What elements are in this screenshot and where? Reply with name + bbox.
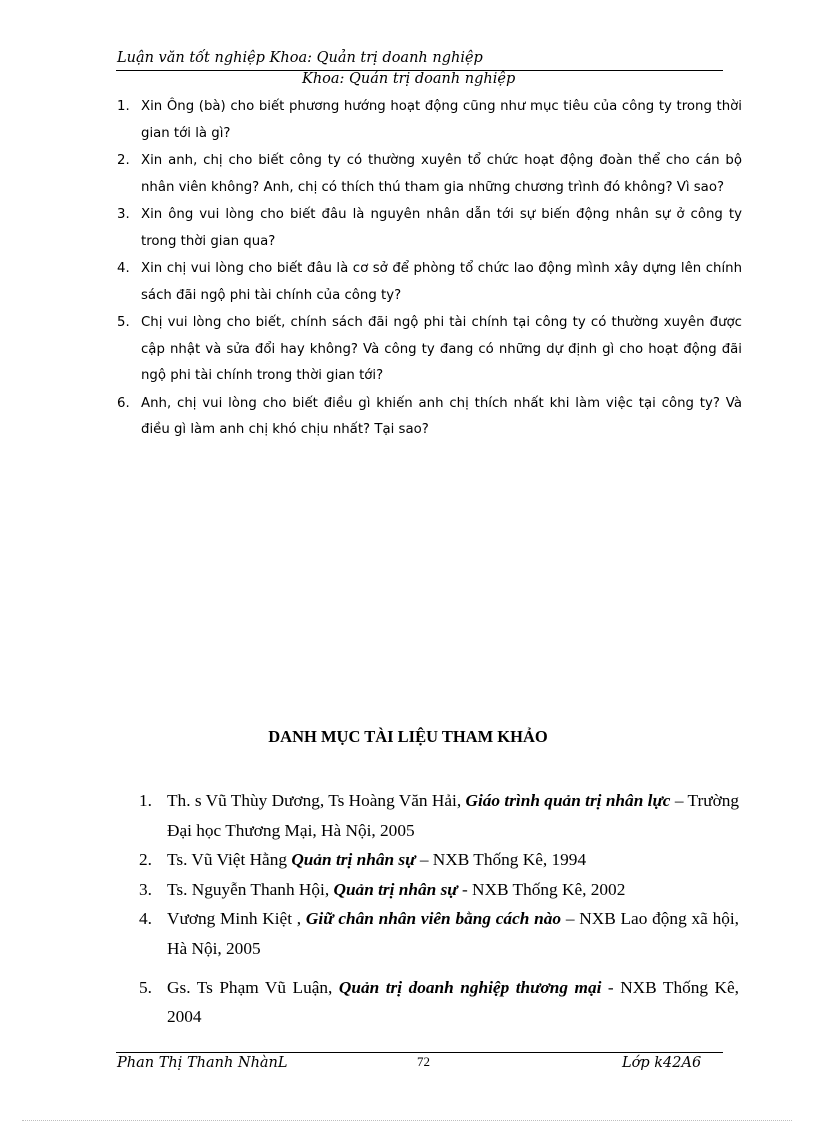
reference-publisher: – NXB Lao động xã hội, Hà Nội, 2005 xyxy=(167,909,739,958)
reference-list xyxy=(138,786,739,1032)
reference-title: Giáo trình quản trị nhân lực xyxy=(465,791,671,810)
question-item xyxy=(112,94,742,147)
question-number: 1. xyxy=(117,99,130,114)
header-subtitle: Khoa: Quản trị doanh nghiệp xyxy=(302,71,516,87)
question-text: Xin Ông (bà) cho biết phương hướng hoạt động cũng như mục tiêu của công ty trong thời gian tới là gì? xyxy=(141,99,742,141)
reference-title: Quản trị doanh nghiệp thương mại xyxy=(338,977,602,997)
reference-publisher: – NXB Thống Kê, 1994 xyxy=(415,850,587,870)
question-number: 5. xyxy=(117,315,130,330)
page-bottom-border xyxy=(22,1120,792,1121)
reference-item xyxy=(138,845,739,875)
question-text: Chị vui lòng cho biết, chính sách đãi ngộ phi tài chính tại công ty có thường xuyên được cập nhật và sửa đổi hay không? Và công ty đang có những dự định gì cho hoạt động đãi ngộ phi tài chính trong thời gian tới? xyxy=(141,315,742,383)
footer-class: Lớp k42A6 xyxy=(622,1055,702,1071)
question-number: 3. xyxy=(117,207,130,222)
reference-number: 2. xyxy=(139,850,152,870)
reference-number: 3. xyxy=(139,879,152,899)
question-item xyxy=(112,256,742,309)
page-number: 72 xyxy=(417,1054,430,1069)
question-item xyxy=(112,310,742,390)
reference-item xyxy=(138,904,739,963)
question-number: 2. xyxy=(117,153,130,168)
reference-number: 4. xyxy=(139,909,152,929)
question-number: 6. xyxy=(117,395,130,411)
reference-publisher: - NXB Thống Kê, 2002 xyxy=(457,879,626,899)
reference-item xyxy=(138,973,739,1032)
question-text: Xin anh, chị cho biết công ty có thường xuyên tổ chức hoạt động đoàn thể cho cán bộ nhân viên không? Anh, chị có thích thú tham gia những chương trình đó không? Vì sao? xyxy=(141,153,742,195)
reference-title: Quản trị nhân sự xyxy=(291,850,416,870)
question-item xyxy=(112,148,742,201)
reference-publisher: - NXB Thống Kê, 2004 xyxy=(167,977,739,1027)
reference-item xyxy=(138,786,739,845)
question-item xyxy=(112,202,742,255)
reference-authors: Gs. Ts Phạm Vũ Luận, xyxy=(167,977,339,997)
question-text: Xin chị vui lòng cho biết đâu là cơ sở để phòng tổ chức lao động mình xây dựng lên chính sách đãi ngộ phi tài chính của công ty? xyxy=(141,261,742,303)
question-text: Anh, chị vui lòng cho biết điều gì khiến anh chị thích nhất khi làm việc tại công ty? Và điều gì làm anh chị khó chịu nhất? Tại sao? xyxy=(141,395,742,437)
header-title: Luận văn tốt nghiệp Khoa: Quản trị doanh nghiệp xyxy=(117,50,483,66)
reference-number: 1. xyxy=(139,791,152,810)
reference-authors: Th. s Vũ Thùy Dương, Ts Hoàng Văn Hải, xyxy=(167,791,466,810)
reference-authors: Ts. Nguyễn Thanh Hội, xyxy=(167,879,334,899)
reference-number: 5. xyxy=(139,977,152,997)
references-heading: DANH MỤC TÀI LIỆU THAM KHẢO xyxy=(268,727,548,746)
reference-authors: Ts. Vũ Việt Hằng xyxy=(167,850,292,870)
reference-item xyxy=(138,875,739,905)
footer-author: Phan Thị Thanh NhànL xyxy=(117,1055,288,1071)
question-list xyxy=(112,94,742,445)
question-item xyxy=(112,391,742,444)
footer-rule xyxy=(116,1052,723,1053)
question-text: Xin ông vui lòng cho biết đâu là nguyên nhân dẫn tới sự biến động nhân sự ở công ty trong thời gian qua? xyxy=(141,207,742,249)
reference-title: Giữ chân nhân viên bằng cách nào xyxy=(305,909,562,929)
reference-authors: Vương Minh Kiệt , xyxy=(167,909,306,929)
question-number: 4. xyxy=(117,261,130,276)
reference-title: Quản trị nhân sự xyxy=(333,879,458,899)
reference-publisher: – Trường Đại học Thương Mại, Hà Nội, 2005 xyxy=(167,791,739,840)
